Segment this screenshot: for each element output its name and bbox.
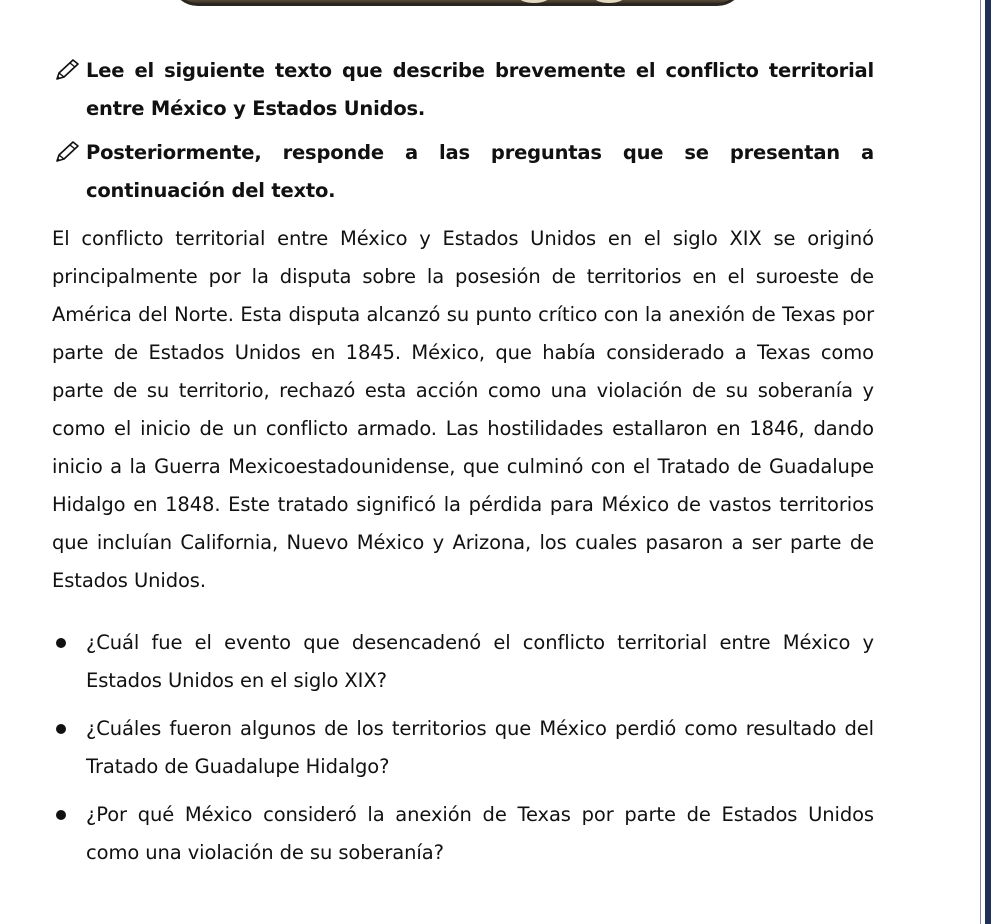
page-border xyxy=(985,0,991,924)
image-detail xyxy=(518,0,550,3)
question-item xyxy=(52,710,874,786)
bullet-icon xyxy=(56,724,66,734)
image-detail xyxy=(593,0,625,3)
question-item xyxy=(52,624,874,700)
header-image xyxy=(170,0,745,6)
page-border-inner xyxy=(980,0,981,924)
bullet-icon xyxy=(56,638,66,648)
instruction-text: Lee el siguiente texto que describe brevemente el conflicto territorial entre México y Estados Unidos. xyxy=(86,59,874,120)
pencil-icon xyxy=(54,140,82,164)
pencil-icon xyxy=(54,58,82,82)
question-text: ¿Por qué México consideró la anexión de Texas por parte de Estados Unidos como una violación de su soberanía? xyxy=(86,803,874,864)
instruction-item xyxy=(52,52,874,128)
question-list xyxy=(52,624,874,872)
question-item xyxy=(52,796,874,872)
question-text: ¿Cuál fue el evento que desencadenó el conflicto territorial entre México y Estados Unidos en el siglo XIX? xyxy=(86,631,874,692)
reading-paragraph: El conflicto territorial entre México y Estados Unidos en el siglo XIX se originó principalmente por la disputa sobre la posesión de territorios en el suroeste de América del Norte. Esta disputa alcanzó su punto crítico con la anexión de Texas por parte de Estados Unidos en 1845. México, que había considerado a Texas como parte de su territorio, rechazó esta acción como una violación de su soberanía y como el inicio de un conflicto armado. Las hostilidades estallaron en 1846, dando inicio a la Guerra Mexicoestadounidense, que culminó con el Tratado de Guadalupe Hidalgo en 1848. Este tratado significó la pérdida para México de vastos territorios que incluían California, Nuevo México y Arizona, los cuales pasaron a ser parte de Estados Unidos. xyxy=(52,227,874,592)
document-body xyxy=(52,52,874,882)
bullet-icon xyxy=(56,810,66,820)
instruction-text: Posteriormente, responde a las preguntas que se presentan a continuación del texto. xyxy=(86,141,874,202)
instruction-item xyxy=(52,134,874,210)
question-text: ¿Cuáles fueron algunos de los territorios que México perdió como resultado del Tratado de Guadalupe Hidalgo? xyxy=(86,717,874,778)
